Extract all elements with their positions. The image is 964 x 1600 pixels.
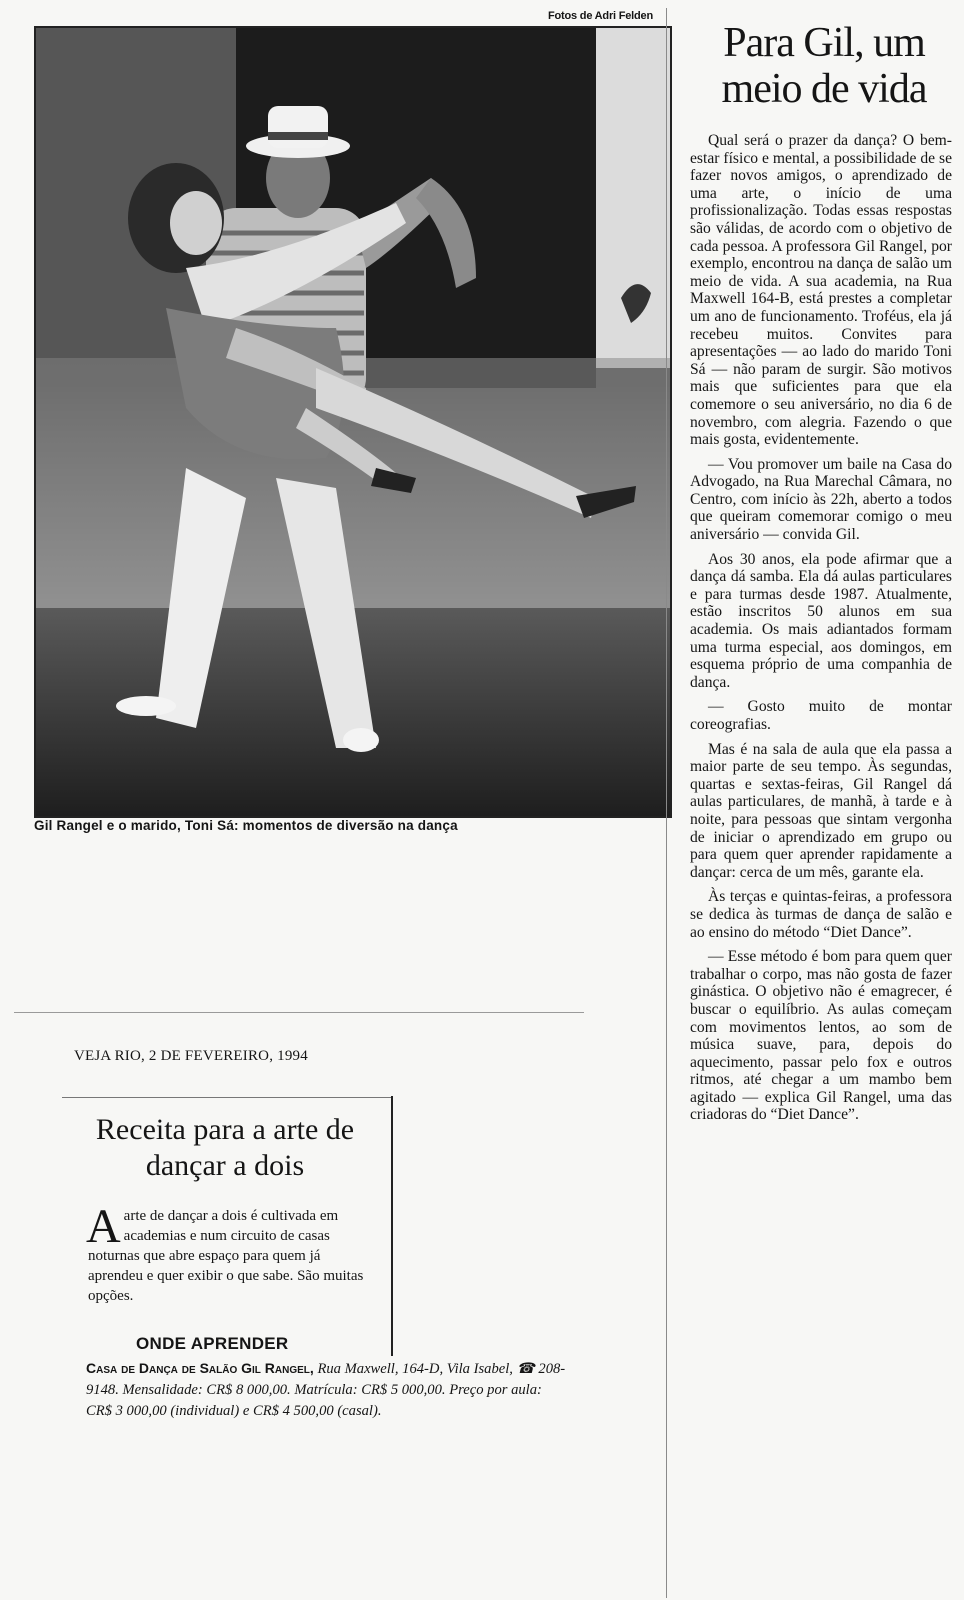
veja-box-right-rule bbox=[391, 1096, 393, 1356]
photo-credit: Fotos de Adri Felden bbox=[548, 10, 653, 22]
article-paragraph: Qual será o prazer da dança? O bem-estar físico e mental, a possibilidade de se fazer novos amigos, o aprendizado de uma arte, o início de uma profissionalização. Todas essas respostas são válidas, de acordo com o objetivo de cada pessoa. A professora Gil Rangel, por exemplo, encontrou na dança de salão um meio de vida. A sua academia, na Rua Maxwell 164-B, está prestes a completar um ano de funcionamento. Troféus, ela já recebeu muitos. Convites para apresentações — ao lado do marido Toni Sá — não param de surgir. São motivos mais que suficientes para que ela comemore o seu aniversário, no dia 6 de novembro, com alegria. Fazendo o que mais gosta, evidentemente. bbox=[690, 132, 952, 449]
veja-listing-details: Rua Maxwell, 164-D, Vila Isabel, ☎ 208-9148. Mensalidade: CR$ 8 000,00. Matrícula: CR$ 5 000,00. Preço por aula: CR$ 3 000,00 (individual) e CR$ 4 500,00 (casal). bbox=[86, 1361, 566, 1419]
clipping-separator bbox=[14, 1012, 584, 1013]
article-paragraph: — Vou promover um baile na Casa do Advogado, na Rua Marechal Câmara, no Centro, com início às 22h, aberto a todos que queiram comemorar comigo o meu aniversário — convida Gil. bbox=[690, 455, 952, 544]
veja-box-top-rule bbox=[62, 1097, 392, 1098]
veja-body-text: arte de dançar a dois é cultivada em academias e num circuito de casas noturnas que abre espaço para quem já aprendeu e quer exibir o que sabe. São muitas opções. bbox=[88, 1208, 364, 1304]
veja-section-title: ONDE APRENDER bbox=[136, 1334, 289, 1353]
column-divider bbox=[666, 8, 667, 1598]
article-paragraph: Mas é na sala de aula que ela passa a maior parte de seu tempo. Às segundas, quartas e sextas-feiras, Gil Rangel dá aulas particulares, de manhã, à tarde e à noite, para pessoas que sintam vergonha de iniciar o aprendizado em grupo ou para quem quer aprender rapidamente a dançar: cerca de um mês, garante ela. bbox=[690, 740, 952, 881]
veja-listing bbox=[86, 1358, 566, 1422]
veja-dateline: VEJA RIO, 2 DE FEVEREIRO, 1994 bbox=[74, 1048, 308, 1064]
article-paragraph: Às terças e quintas-feiras, a professora se dedica às turmas de dança de salão e ao ensino do método “Diet Dance”. bbox=[690, 888, 952, 941]
veja-listing-name: Casa de Dança de Salão Gil Rangel, bbox=[86, 1360, 314, 1376]
veja-title: Receita para a arte de dançar a dois bbox=[95, 1113, 355, 1182]
article-body bbox=[690, 132, 952, 1131]
veja-dropcap: A bbox=[86, 1200, 121, 1253]
dancers-photo bbox=[34, 26, 672, 818]
article-headline: Para Gil, um meio de vida bbox=[721, 20, 927, 112]
article-paragraph: — Gosto muito de montar coreografias. bbox=[690, 698, 952, 733]
article-paragraph: Aos 30 anos, ela pode afirmar que a dança dá samba. Ela dá aulas particulares e para turmas desde 1987. Atualmente, estão inscritos 50 alunos em sua academia. Os mais adiantados formam uma turma especial, aos domingos, em esquema próprio de uma companhia de dança. bbox=[690, 550, 952, 691]
dancers-photo-illustration bbox=[36, 28, 670, 816]
veja-body bbox=[86, 1200, 378, 1306]
photo-caption: Gil Rangel e o marido, Toni Sá: momentos de diversão na dança bbox=[34, 818, 458, 833]
article-paragraph: — Esse método é bom para quem quer trabalhar o corpo, mas não gosta de fazer ginástica. O objetivo não é emagrecer, é buscar o equilíbrio. As aulas começam com movimentos lentos, ao som de música suave, para, depois do aquecimento, passar pelo fox e outros ritmos, até chegar a um mambo bem agitado — explica Gil Rangel, uma das criadoras do “Diet Dance”. bbox=[690, 948, 952, 1124]
